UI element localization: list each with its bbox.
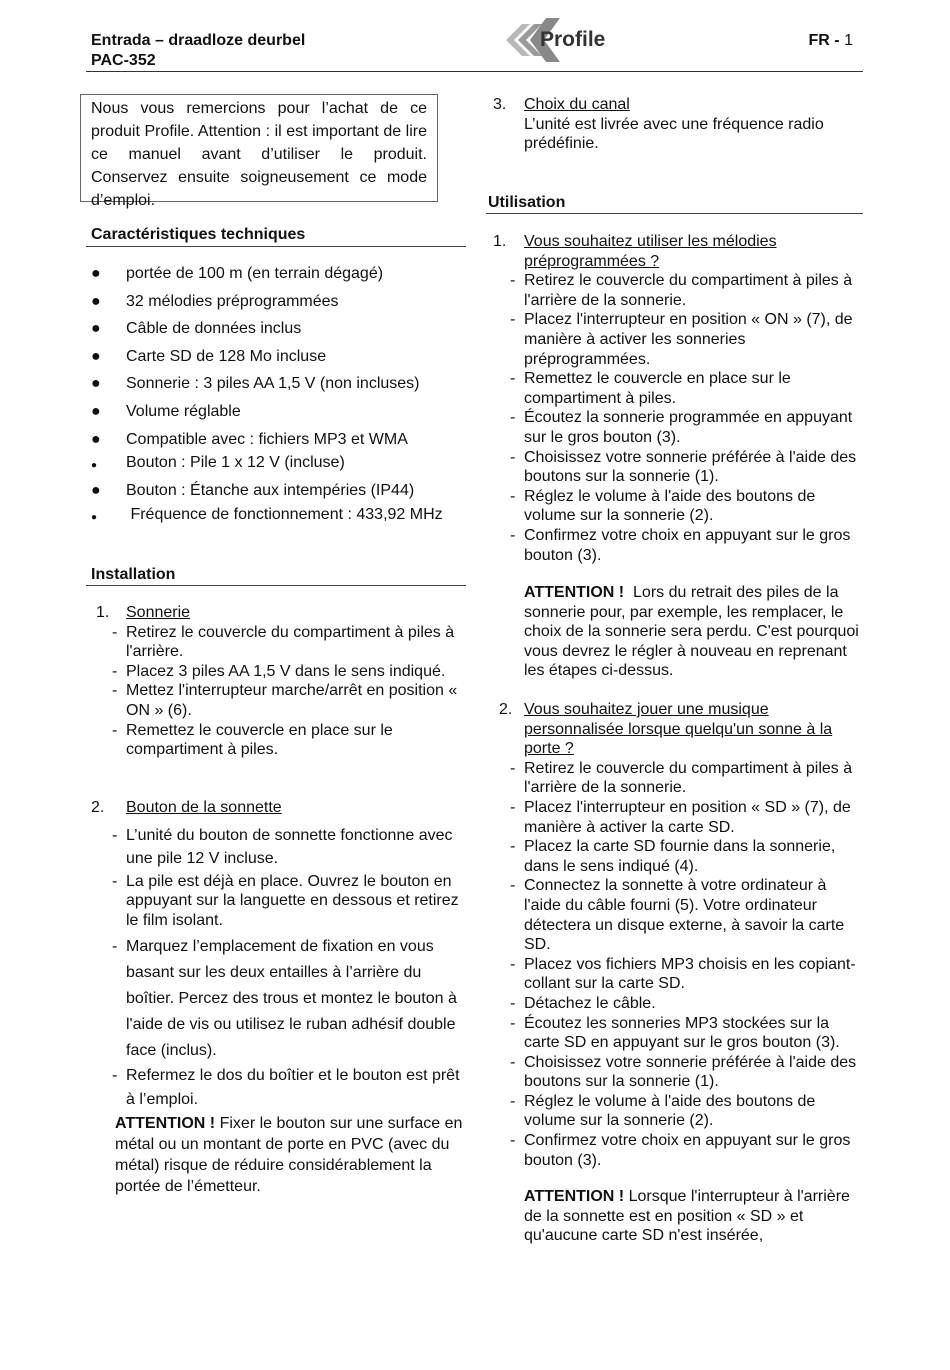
intro-text: Nous vous remercions pour l’achat de ce produit Profile. Attention : il est important de lire ce manuel avant d’utiliser le produit. Conservez ensuite soigneusement ce mode d’emploi.: [91, 100, 427, 209]
list-item: - Marquez l’emplacement de fixation en vous basant sur les deux entailles à l’arrière du boîtier. Percez des trous et montez le bouton à l'aide de vis ou utilisez le ruban adhésif double face (inclus).: [112, 938, 457, 1060]
list-item: - La pile est déjà en place. Ouvrez le bouton en appuyant sur la languette en dessous et retirez le film isolant.: [112, 872, 459, 929]
list-item: ● portée de 100 m (en terrain dégagé): [91, 265, 384, 282]
specs-divider: [86, 246, 466, 247]
list-item: - Placez la carte SD fournie dans la sonnerie, dans le sens indiqué (4).: [510, 838, 836, 875]
list-item: ● Compatible avec : fichiers MP3 et WMA: [91, 430, 408, 448]
intro-box: [80, 94, 438, 209]
installation-title: Installation: [91, 566, 176, 583]
page-indicator: [809, 31, 853, 51]
document-header-title: [91, 31, 305, 71]
step-number: 3.: [493, 96, 507, 113]
profile-logo: [488, 14, 608, 66]
list-item: ● Câble de données inclus: [91, 320, 302, 338]
specs-title: Caractéristiques techniques: [91, 226, 306, 243]
installation-attention: [115, 1113, 467, 1197]
list-item: - Choisissez votre sonnerie préférée à l'aide des boutons sur la sonnerie (1).: [510, 1053, 857, 1091]
attention-label: ATTENTION !: [524, 584, 625, 601]
utilisation-title: Utilisation: [488, 194, 566, 211]
list-item: ● Bouton : Étanche aux intempéries (IP44): [91, 481, 415, 499]
list-item: - Placez 3 piles AA 1,5 V dans le sens indiqué.: [112, 662, 446, 680]
specs-list: [91, 264, 471, 525]
list-item: - Réglez le volume à l'aide des boutons de volume sur la sonnerie (2).: [510, 487, 816, 525]
product-name: Entrada – draadloze deurbel: [91, 32, 306, 49]
list-item: ● Bouton : Pile 1 x 12 V (incluse): [91, 453, 345, 471]
step-title: Vous souhaitez jouer une musique personnalisée lorsque quelqu'un sonne à la porte ?: [524, 701, 833, 758]
utilisation-step-2: [499, 700, 863, 1170]
installation-divider: [86, 585, 466, 586]
header-divider: [86, 71, 863, 72]
step-title: Bouton de la sonnette: [126, 799, 282, 816]
list-item: - Placez vos fichiers MP3 choisis en les copiant-collant sur la carte SD.: [510, 955, 856, 993]
attention-text: Fixer le bouton sur une surface en métal ou un montant de porte en PVC (avec du métal) risque de réduire considérablement la portée de l’émetteur.: [115, 1115, 463, 1195]
installation-step-1: [96, 603, 466, 760]
list-item: - Placez l'interrupteur en position « SD » (7), de manière à activer la carte SD.: [510, 798, 851, 836]
step-title: Choix du canal: [524, 96, 630, 113]
list-item: - Confirmez votre choix en appuyant sur le gros bouton (3).: [510, 1132, 851, 1169]
page-label: FR -: [808, 32, 840, 49]
attention-label: ATTENTION !: [115, 1115, 216, 1132]
list-item: - Écoutez la sonnerie programmée en appuyant sur le gros bouton (3).: [510, 409, 853, 446]
model-number: PAC-352: [91, 52, 156, 69]
logo-text: Profile: [540, 28, 606, 51]
page-number: 1: [844, 32, 853, 49]
step-number: 1.: [493, 233, 507, 250]
attention-text: Lors du retrait des piles de la sonnerie pour, par exemple, les remplacer, le choix de la sonnerie sera perdu. C'est pourquoi vous devrez le régler à nouveau en reprenant les étapes ci-dessus.: [524, 584, 864, 680]
list-item: ● Fréquence de fonctionnement : 433,92 MHz: [91, 505, 443, 523]
list-item: - Confirmez votre choix en appuyant sur le gros bouton (3).: [510, 526, 851, 564]
list-item: ● Sonnerie : 3 piles AA 1,5 V (non incluses): [91, 375, 420, 393]
list-item: - Retirez le couvercle du compartiment à piles à l'arrière de la sonnerie.: [510, 272, 853, 309]
step-title: Vous souhaitez utiliser les mélodies préprogrammées ?: [524, 233, 777, 270]
step-title: Sonnerie: [126, 604, 191, 621]
installation-step-2: [91, 798, 466, 1112]
list-item: - Remettez le couvercle en place sur le compartiment à piles.: [510, 370, 791, 407]
utilisation-divider: [486, 213, 863, 214]
utilisation-attention-2: [524, 1187, 864, 1246]
step-number: 1.: [96, 604, 110, 621]
list-item: - Retirez le couvercle du compartiment à piles à l'arrière.: [112, 623, 455, 661]
list-item: ● 32 mélodies préprogrammées: [91, 292, 339, 310]
list-item: - Détachez le câble.: [510, 994, 656, 1012]
list-item: - Connectez la sonnette à votre ordinateur à l'aide du câble fourni (5). Votre ordinateur détectera un disque externe, à savoir la carte SD.: [510, 877, 845, 954]
channel-step: [493, 95, 863, 154]
list-item: ● Carte SD de 128 Mo incluse: [91, 347, 327, 365]
utilisation-step-1: [493, 232, 863, 565]
list-item: - Placez l'interrupteur en position « ON » (7), de manière à activer les sonneries préprogrammées.: [510, 311, 853, 368]
list-item: - L’unité du bouton de sonnette fonctionne avec une pile 12 V incluse.: [112, 826, 453, 867]
step-number: 2.: [499, 701, 513, 718]
profile-logo-mark: [488, 14, 608, 66]
attention-text: Lorsque l'interrupteur à l'arrière de la sonnette est en position « SD » et qu'aucune carte SD n'est insérée,: [524, 1188, 850, 1245]
list-item: - Mettez l'interrupteur marche/arrêt en position « ON » (6).: [112, 682, 458, 719]
list-item: - Réglez le volume à l'aide des boutons de volume sur la sonnerie (2).: [510, 1092, 816, 1130]
list-item: - Retirez le couvercle du compartiment à piles à l'arrière de la sonnerie.: [510, 759, 853, 797]
list-item: - Choisissez votre sonnerie préférée à l'aide des boutons sur la sonnerie (1).: [510, 448, 857, 486]
list-item: - Écoutez les sonneries MP3 stockées sur la carte SD en appuyant sur le gros bouton (3).: [510, 1014, 840, 1052]
step-number: 2.: [91, 799, 105, 816]
attention-label: ATTENTION !: [524, 1188, 625, 1205]
list-item: - Refermez le dos du boîtier et le bouton est prêt à l’emploi.: [112, 1067, 460, 1109]
list-item: ● Volume réglable: [91, 402, 241, 420]
utilisation-attention-1: [524, 583, 864, 681]
channel-text: L’unité est livrée avec une fréquence radio prédéfinie.: [524, 115, 824, 153]
list-item: - Remettez le couvercle en place sur le compartiment à piles.: [112, 721, 393, 759]
